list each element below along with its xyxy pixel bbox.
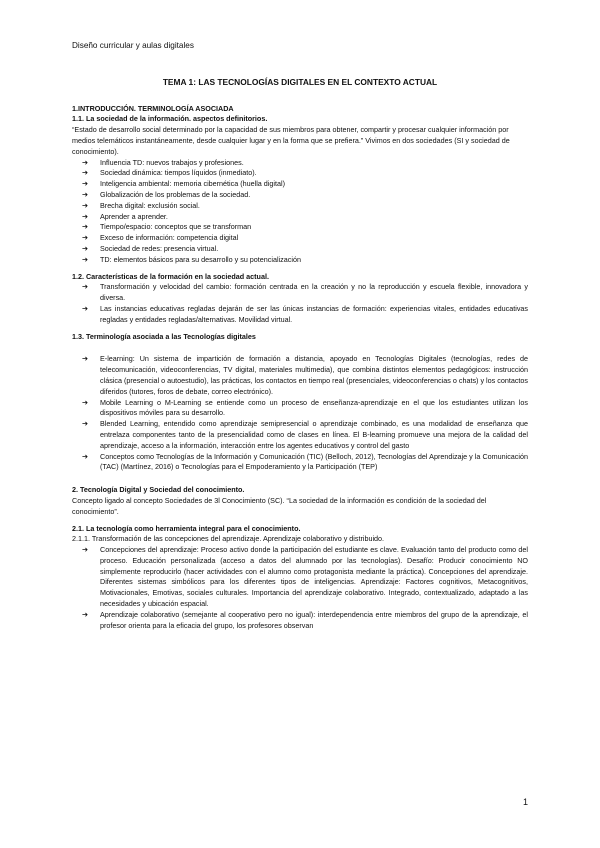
arrow-icon: ➔ xyxy=(82,609,89,619)
list-item: ➔ Sociedad dinámica: tiempos líquidos (inmediato). xyxy=(82,168,257,178)
list-item: ➔ Concepciones del aprendizaje: Proceso activo donde la participación del estudiante es clave. Evaluación tanto del producto como del proceso. Educación personalizada (acceso a datos del alumnado por las tecnologías). Desafío: Producir conocimiento NO simplemente reproducirlo (hacer actividades con el alumno como protagonista mediante la práctica). Concepciones del aprendizaje. Diferentes sistemas simbólicos para los diferentes tipos de inteligencias. Aprendizaje: Factores cognitivos, Metacognitivos, Motivacionales, Emotivas, sociales culturales. Importancia del aprendizaje colaborativo. Integrado, contextualizado, adaptado a las necesidades y ubicación espacial. xyxy=(82,545,528,609)
list-1-2 xyxy=(72,282,528,325)
arrow-icon: ➔ xyxy=(82,211,89,221)
subsection-1-2-heading: 1.2. Características de la formación en la sociedad actual. xyxy=(72,271,269,281)
section-2-intro: Concepto ligado al concepto Sociedades de 3l Conocimiento (SC). “La sociedad de la información es condición de la sociedad del conocimiento”. xyxy=(72,495,487,516)
arrow-icon: ➔ xyxy=(82,419,89,429)
list-2-1-1 xyxy=(72,545,528,631)
arrow-icon: ➔ xyxy=(82,200,89,210)
list-item: ➔ Tiempo/espacio: conceptos que se transforman xyxy=(82,222,252,232)
list-item: ➔ Brecha digital: exclusión social. xyxy=(82,200,200,210)
list-item: ➔ Globalización de los problemas de la sociedad. xyxy=(82,189,251,199)
list-item: ➔ Blended Learning, entendido como aprendizaje semipresencial o aprendizaje combinado, es una modalidad de enseñanza que entrelaza componentes tanto de la presencialidad como de clases en línea. El B-learning promueve una mejora de la calidad del aprendizaje, acceso a la información, interacción entre los agentes educativos y control del gasto xyxy=(82,419,528,450)
section-2-heading: 2. Tecnología Digital y Sociedad del conocimiento. xyxy=(72,485,245,495)
list-item: ➔ Sociedad de redes: presencia virtual. xyxy=(82,243,219,253)
subsection-2-1-1-heading: 2.1.1. Transformación de las concepciones del aprendizaje. Aprendizaje colaborativo y distribuido. xyxy=(72,534,385,544)
arrow-icon: ➔ xyxy=(82,397,89,407)
list-item: ➔ Conceptos como Tecnologías de la Información y Comunicación (TIC) (Belloch, 2012), Tecnologías del Aprendizaje y la Comunicación (TAC) (Martínez, 2016) o Tecnologías para el Empoderamiento y la Participación (TEP) xyxy=(82,451,528,472)
list-item: ➔ Aprender a aprender. xyxy=(82,211,168,221)
arrow-icon: ➔ xyxy=(82,157,89,167)
page-content xyxy=(72,76,528,631)
definition-quote: “Estado de desarrollo social determinado por la capacidad de sus miembros para obtener, compartir y procesar cualquier información por medios telemáticos instantáneamente, desde cualquier lugar y en la forma que se prefiera.” Vivimos en dos sociedades (SI y sociedad de conocimiento). xyxy=(72,125,510,156)
list-item: ➔ Inteligencia ambiental: memoria cibernética (huella digital) xyxy=(82,179,285,189)
subsection-1-1-heading: 1.1. La sociedad de la información. aspectos definitorios. xyxy=(72,114,268,124)
arrow-icon: ➔ xyxy=(82,233,89,243)
arrow-icon: ➔ xyxy=(82,243,89,253)
arrow-icon: ➔ xyxy=(82,189,89,199)
section-1-heading: 1.INTRODUCCIÓN. TERMINOLOGÍA ASOCIADA xyxy=(72,103,234,113)
list-item: ➔ Las instancias educativas regladas dejarán de ser las únicas instancias de formación: experiencias vitales, entidades educativas regladas y entidades regladas/alternativas. Movilidad virtual. xyxy=(82,303,528,324)
list-item: ➔ Mobile Learning o M-Learning se entiende como un proceso de enseñanza-aprendizaje en el que los estudiantes utilizan los dispositivos móviles para su desarrollo. xyxy=(82,397,528,418)
arrow-icon: ➔ xyxy=(82,545,89,555)
list-item: ➔ E-learning: Un sistema de impartición de formación a distancia, apoyado en Tecnologías Digitales (tecnologías, redes de telecomunicación, videoconferencias, TV digital, materiales multimedia), que combina distintos elementos pedagógicos: instrucción clásica (presencial o autoestudio), las prácticas, los contactos en tiempo real (presenciales, videoconferencias o chats) y los contactos diferidos (tutores, foros de debate, correo electrónico). xyxy=(82,354,528,396)
arrow-icon: ➔ xyxy=(82,451,89,461)
page-title: TEMA 1: LAS TECNOLOGÍAS DIGITALES EN EL CONTEXTO ACTUAL xyxy=(162,77,438,87)
arrow-icon: ➔ xyxy=(82,179,89,189)
arrow-icon: ➔ xyxy=(82,222,89,232)
list-item: ➔ Influencia TD: nuevos trabajos y profesiones. xyxy=(82,157,244,167)
running-header: Diseño curricular y aulas digitales xyxy=(72,41,194,50)
list-item: ➔ Transformación y velocidad del cambio: formación centrada en la creación y no la reproducción y escuela flexible, innovadora y diversa. xyxy=(82,282,528,303)
arrow-icon: ➔ xyxy=(82,168,89,178)
list-item: ➔ TD: elementos básicos para su desarrollo y su potencialización xyxy=(82,254,301,264)
arrow-icon: ➔ xyxy=(82,282,89,292)
list-item: ➔ Aprendizaje colaborativo (semejante al cooperativo pero no igual): interdependencia entre miembros del grupo de la aprendizaje, el profesor orienta para la eficacia del grupo, los profesores observan xyxy=(82,609,528,630)
arrow-icon: ➔ xyxy=(82,354,89,364)
list-1-3 xyxy=(72,354,528,473)
page-number: 1 xyxy=(522,797,528,807)
arrow-icon: ➔ xyxy=(82,254,89,264)
list-item: ➔ Exceso de información: competencia digital xyxy=(82,233,239,243)
arrow-icon: ➔ xyxy=(82,303,89,313)
list-1-1 xyxy=(72,158,528,266)
subsection-1-3-heading: 1.3. Terminología asociada a las Tecnologías digitales xyxy=(72,331,256,341)
subsection-2-1-heading: 2.1. La tecnología como herramienta integral para el conocimiento. xyxy=(72,523,301,533)
